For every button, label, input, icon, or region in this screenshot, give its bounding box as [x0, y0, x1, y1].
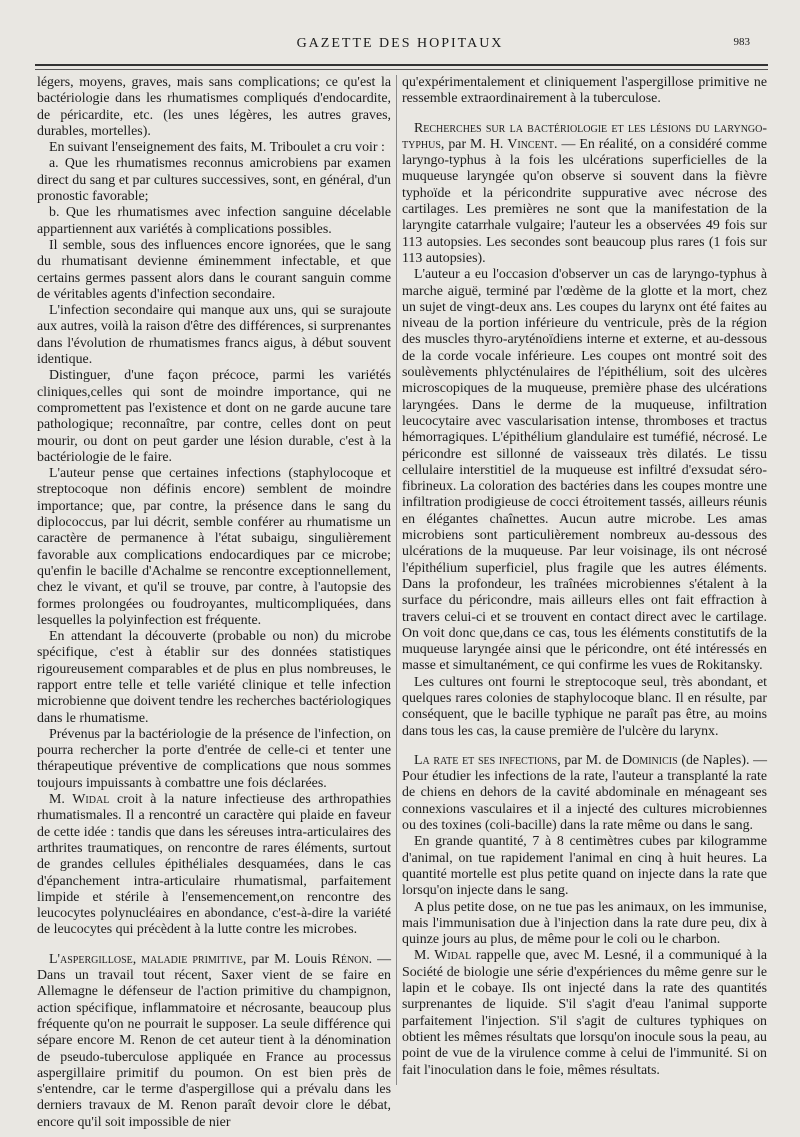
paragraph-text: (de Naples). — Pour étudier les infections de la rate, l'auteur a transplanté la rate de chiens en dehors de la cavité abdominale en ménageant ses connexions vasculaires et il a injecté des cultures microbiennes ou des toxines (coli-bacille) dans la rate même ou dans le sang.: [402, 752, 768, 834]
paragraph-text: . — Dans un travail tout récent, Saxer vient de se faire en Allemagne le défenseur de l'action primitive du champignon, action spécifique, inflammatoire et nécrosante, beaucoup plus fréquente qu'on ne pourrait le supposer. La seule différence qui sépare encore M. Renon de cet auteur tient à la dénomination de pseudo-tuberculose appliquée en France au processus aspergillaire primitif du poumon. On est bien près de s'entendre, car le terme d'aspergillose qui a prévalu dans les derniers travaux de M. Renon paraît devoir clore le débat, encore qu'il soit impossible de nier: [37, 951, 391, 1130]
paragraph: légers, moyens, graves, mais sans complications; ce qu'est la bactériologie dans les rhumatismes compliqués d'endocardite, de péricardite, etc. (les unes légères, les autres graves, durables, mortelles).: [37, 75, 391, 139]
section-paragraph: [402, 121, 767, 268]
author-name: Vincent: [507, 136, 555, 152]
paragraph: En grande quantité, 7 à 8 centimètres cubes par kilogramme d'animal, on tue rapidement l'animal en cinq à huit heures. La quantité mortelle est plus petite quand on injecte dans la rate que lorsqu'on injecte dans le sang.: [402, 834, 767, 899]
author-prefix: par M. de: [560, 752, 623, 768]
person-name: M. Widal: [414, 948, 472, 964]
page-number: 983: [733, 36, 750, 48]
column-divider: [396, 75, 397, 1085]
paragraph: Distinguer, d'une façon précoce, parmi les variétés cliniques,celles qui sont de moindre importance, qui ne compromettent pas l'existence et dont on ne garde aucune tare pathologique; reconnaître, par contre, celles dont on peut mourir, ou dont on peut garder une lésion durable, c'est à la bactériologie de le faire.: [37, 368, 391, 465]
person-name: M. Widal: [49, 792, 110, 808]
section-paragraph: [402, 753, 767, 834]
paragraph-text: . — En réalité, on a considéré comme laryngo-typhus à la fois les ulcérations superficielles de la muqueuse laryngée qu'on observe si souvent dans la fièvre typhoïde et la péricondrite suppurative avec nécrose des cartilages. Les premières ne sont que la manifestation de la laryngite catarrhale vulgaire; l'auteur les a observées 49 fois sur 113 autopsies. Les secondes sont beaucoup plus rares (1 fois sur 113 autopsies).: [402, 136, 767, 266]
journal-title: GAZETTE DES HOPITAUX: [296, 36, 504, 51]
header-rule: [35, 64, 768, 70]
paragraph-text: croit à la nature infectieuse des arthropathies rhumatismales. Il a rencontré un caractère qui plaide en faveur de cette idée : tandis que dans les séreuses intra-articulaires des arthrites traumatiques, on rencontre de rares éléments, surtout de grandes cellules épithéliales desquamées, dans le cas d'épanchement intra-articulaire rhumatismal, parfaitement limpide et stérile à l'ensemencement,on rencontre des leucocytes polynucléaires en abondance, c'est-à-dire la variété de leucocytes qui précèdent à la lutte contre les microbes.: [37, 792, 391, 938]
paragraph: a. Que les rhumatismes reconnus amicrobiens par examen direct du sang et par cultures successives, sont, en général, d'un pronostic favorable;: [37, 156, 391, 205]
paragraph: L'auteur a eu l'occasion d'observer un cas de laryngo-typhus à marche aiguë, terminé par l'œdème de la glotte et la mort, chez un sujet de vingt-deux ans. Les coupes du larynx ont été faites au niveau de la portion inférieure du ventricule, près de la région des muscles thyro-aryténoïdiens interne et externe, et au-dessous de la corde vocale inférieure. Les coupes ont montré soit des soulèvements phlycténulaires de l'épithélium, soit des ulcères microscopiques de la muqueuse, première phase des ulcérations laryngées. Dans le derme de la muqueuse, infiltration leucocytaire avec vascularisation intense, thromboses et tractus hémorragiques. L'épithélium glandulaire est tuméfié, nécrosé. Le péricondre est sillonné de vaisseaux très dilatés. Le tissu cellulaire interstitiel de la muqueuse est infiltré d'exsudat séro-fibrineux. La coloration des bactéries dans les coupes montre une infiltration prodigieuse de cocci étroitement tassés, ailleurs réunis en élégantes chaînettes. Aucun autre microbe. Les amas microbiens sont particulièrement nombreux au-dessous des ulcérations de la muqueuse. Par leur voisinage, ils ont nécrosé l'épithélium superficiel, plus fragile que les autres éléments. Dans la profondeur, les traînées microbiennes s'étalent à la surface du péricondre, mais ailleurs elles ont fait effraction à travers celui-ci et se trouvent en contact direct avec le cartilage. On voit donc que,dans ce cas, tous les éléments constitutifs de la muqueuse laryngée ainsi que le péricondre, ont été intéressés en masse et simultanément, ce qui confirme les vues de Rokitansky.: [402, 267, 767, 674]
paragraph: Il semble, sous des influences encore ignorées, que le sang du rhumatisant devienne éminemment infectable, et que certains germes passent alors dans le courant sanguin comme de véritables agents d'infection secondaire.: [37, 237, 391, 302]
paragraph: A plus petite dose, on ne tue pas les animaux, on les immunise, mais l'immunisation due à l'injection dans la rate dure peu, dix à quinze jours au plus, de même pour le coli ou le charbon.: [402, 899, 767, 948]
paragraph: En attendant la découverte (probable ou non) du microbe spécifique, c'est à établir sur des données statistiques rigoureusement comparables et de plus en plus nombreuses, le rapport entre telle et telle variété clinique et telle infection microbienne que doivent tendre les recherches bactériologiques dans le rhumatisme.: [37, 629, 391, 726]
paragraph: L'infection secondaire qui manque aux uns, qui se surajoute aux autres, voilà la raison d'être des différences, si surprenantes dans l'évolution de rhumatismes francs aigus, à début souvent identique.: [37, 303, 391, 368]
paragraph: En suivant l'enseignement des faits, M. Triboulet a cru voir :: [49, 140, 385, 156]
section-heading: La rate et ses infections,: [414, 752, 561, 768]
author-prefix: par M. H.: [444, 136, 508, 152]
paragraph: [402, 948, 767, 1078]
paragraph: L'auteur pense que certaines infections (staphylocoque et streptocoque non définis encore) semblent de moindre importance; que, par contre, la présence dans le sang du diplococcus, par lui décrit, semble conférer au rhumatisme un caractère de permanence à l'état subaigu, singulièrement favorable aux complications endocardiques par ce microbe; qu'enfin le bacille d'Achalme se rencontre exceptionnellement, chez le vivant, et qu'il se trouve, par contre, à l'autopsie des formes prolongées ou foudroyantes, multicompliquées, dans lesquelles la polyinfection est fréquente.: [37, 466, 391, 628]
section-heading: Recherches sur la bactériologie et les lésions du laryngo-typhus,: [402, 120, 767, 152]
section-paragraph: [37, 952, 391, 1131]
left-column: [37, 75, 391, 1130]
paragraph: Prévenus par la bactériologie de la présence de l'infection, on pourra rechercher la porte d'entrée de celle-ci et tenter une thérapeutique préventive de complications que nous sommes toujours impuissants à combattre une fois déclarées.: [37, 726, 391, 791]
paragraph: [37, 792, 391, 939]
paragraph: b. Que les rhumatismes avec infection sanguine décelable appartiennent aux variétés à complications possibles.: [37, 205, 391, 237]
author-prefix: par M. Louis: [246, 951, 332, 967]
running-header: [0, 28, 800, 58]
right-column: [402, 75, 767, 1117]
section-heading: L'aspergillose, maladie primitive,: [49, 951, 247, 967]
author-name: Rénon: [331, 951, 369, 967]
paragraph: qu'expérimentalement et cliniquement l'aspergillose primitive ne ressemble extraordinairement à la tuberculose.: [402, 75, 767, 107]
paragraph-text: rappelle que, avec M. Lesné, il a communiqué à la Société de biologie une série d'expériences du même genre sur le lapin et le cobaye. Ils ont injecté dans la rate des quantités surprenantes de liquide. S'il s'agit d'eau l'animal supporte parfaitement l'injection. S'il s'agit de cultures typhiques on obtient les mêmes résultats que lorsqu'on inocule sous la peau, au point de vue de la virulence comme à celui de l'immunité. Si on fait l'inoculation dans le foie, mêmes résultats.: [402, 948, 767, 1078]
author-name: Dominicis: [622, 752, 678, 768]
paragraph: Les cultures ont fourni le streptocoque seul, très abondant, et quelques rares colonies de staphylocoque blanc. Il en résulte, par conséquent, que le bacille typhique ne paraît pas être, au moins dans tous les cas, la cause première de l'ulcère du larynx.: [402, 674, 767, 739]
